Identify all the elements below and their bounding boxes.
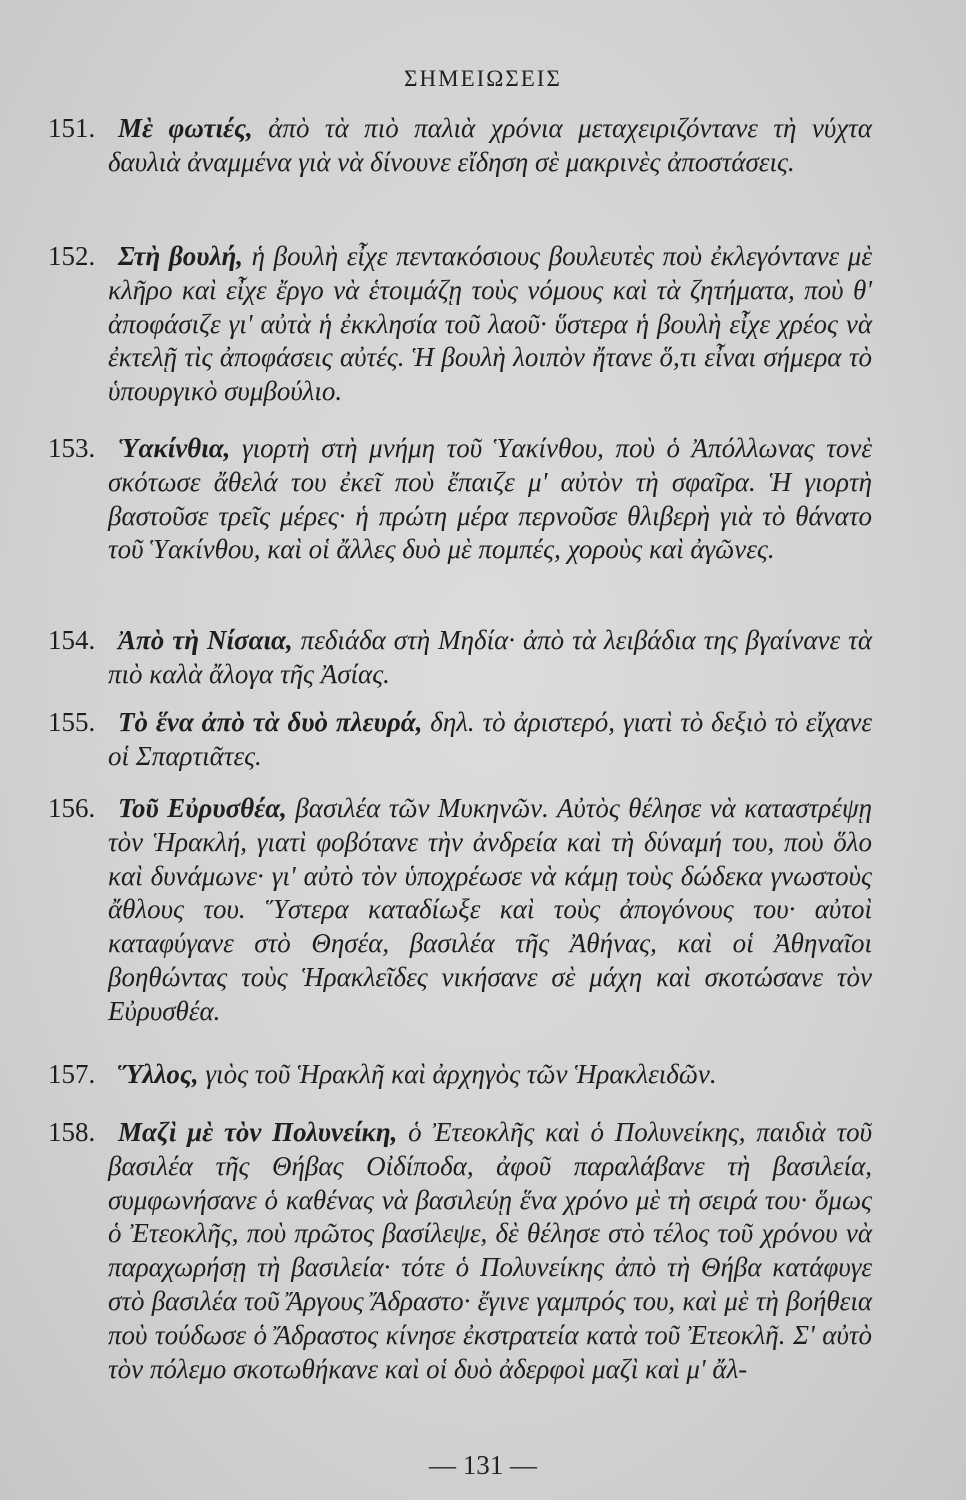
note-text: βασιλέα τῶν Μυκηνῶν. Αὐτὸς θέλησε νὰ καταστρέψῃ τὸν Ἡρακλή, γιατὶ φοβότανε τὴν ἀνδρεία καὶ τὴ δύναμή του, ποὺ ὅλο καὶ δυνάμωνε· γι' αὐτὸ τὸν ὑποχρέωσε νὰ κάμῃ τοὺς δώδεκα γνωστοὺς ἄθλους του. Ὕστερα καταδίωξε καὶ τοὺς ἀπογόνους του· αὐτοὶ καταφύγανε στὸ Θησέα, βασιλέα τῆς Ἀθήνας, καὶ οἱ Ἀθηναῖοι βοηθώντας τοὺς Ἡρακλεῖδες νικήσανε σὲ μάχη καὶ σκοτώσανε τὸν Εὐρυσθέα. — [108, 793, 872, 1026]
note-heading: Ἀπὸ τὴ Νίσαια, — [118, 625, 293, 655]
note-number: 157. — [48, 1059, 96, 1089]
note-number: 156. — [48, 793, 96, 823]
note-text: ὁ Ἐτεοκλῆς καὶ ὁ Πολυνείκης, παιδιὰ τοῦ βασιλέα τῆς Θήβας Οἰδίποδα, ἀφοῦ παραλάβανε τὴ βασιλεία, συμφωνήσανε ὁ καθένας νὰ βασιλεύῃ ἕνα χρόνο μὲ τὴ σειρά του· ὅμως ὁ Ἐτεοκλῆς, ποὺ πρῶτος βασίλεψε, δὲ θέλησε στὸ τέλος τοῦ χρόνου νὰ παραχωρήσῃ τὴ βασιλεία· τότε ὁ Πολυνείκης ἀπὸ τὴ Θήβα κατάφυγε στὸ βασιλέα τοῦ Ἄργους Ἄδραστο· ἔγινε γαμπρός του, καὶ μὲ τὴ βοήθεια ποὺ τούδωσε ὁ Ἄδραστος κίνησε ἐκστρατεία κατὰ τοῦ Ἐτεοκλῆ. Σ' αὐτὸ τὸν πόλεμο σκοτωθήκανε καὶ οἱ δυὸ ἀδερφοὶ μαζὶ καὶ μ' ἄλ- — [108, 1117, 873, 1384]
note-text: δηλ. τὸ ἀριστερό, γιατὶ τὸ δεξιὸ τὸ εἴχανε οἱ Σπαρτιᾶτες. — [108, 707, 872, 771]
note-number: 154. — [48, 625, 96, 655]
note-152 — [48, 240, 873, 409]
note-number: 152. — [48, 241, 96, 271]
note-text: πεδιάδα στὴ Μηδία· ἀπὸ τὰ λειβάδια της βγαίνανε τὰ πιὸ καλὰ ἄλογα τῆς Ἀσίας. — [108, 625, 872, 689]
note-number: 155. — [48, 707, 96, 737]
note-text: ἡ βουλὴ εἶχε πεντακόσιους βουλευτὲς ποὺ ἐκλεγόντανε μὲ κλῆρο καὶ εἶχε ἔργο νὰ ἑτοιμάζῃ τοὺς νόμους καὶ τὰ ζητήματα, ποὺ θ' ἀποφάσιζε γι' αὐτὰ ἡ ἐκκλησία τοῦ λαοῦ· ὕστερα ἡ βουλὴ εἶχε χρέος νὰ ἐκτελῇ τὶς ἀποφάσεις αὐτές. Ἡ βουλὴ λοιπὸν ἤτανε ὅ,τι εἶναι σήμερα τὸ ὑπουργικὸ συμβούλιο. — [108, 241, 873, 407]
note-156 — [48, 792, 872, 1029]
note-heading: Μαζὶ μὲ τὸν Πολυνείκη, — [118, 1117, 398, 1147]
note-heading: Μὲ φωτιές, — [118, 113, 253, 143]
note-heading: Τὸ ἕνα ἀπὸ τὰ δυὸ πλευρά, — [118, 707, 423, 737]
note-heading: Στὴ βουλή, — [118, 241, 244, 271]
note-number: 153. — [48, 433, 96, 463]
note-text: γιὸς τοῦ Ἡρακλῆ καὶ ἀρχηγὸς τῶν Ἡρακλειδῶν. — [198, 1059, 717, 1089]
note-157 — [48, 1058, 872, 1092]
note-heading: Ὑακίνθια, — [118, 433, 231, 463]
note-158 — [48, 1116, 873, 1386]
page-number: — 131 — — [429, 1450, 537, 1480]
note-number: 151. — [48, 113, 96, 143]
note-151 — [48, 112, 872, 180]
note-153 — [48, 432, 872, 567]
note-text: γιορτὴ στὴ μνήμη τοῦ Ὑακίνθου, ποὺ ὁ Ἀπόλλωνας τονὲ σκότωσε ἄθελά του ἐκεῖ ποὺ ἔπαιζε μ' αὐτὸν τὴ σφαῖρα. Ἡ γιορτὴ βαστοῦσε τρεῖς μέρες· ἡ πρώτη μέρα περνοῦσε θλιβερὴ γιὰ τὸ θάνατο τοῦ Ὑακίνθου, καὶ οἱ ἄλλες δυὸ μὲ πομπές, χοροὺς καὶ ἀγῶνες. — [108, 433, 872, 565]
note-155 — [48, 706, 872, 774]
note-heading: Τοῦ Εὐρυσθέα, — [118, 793, 287, 823]
note-text: ἀπὸ τὰ πιὸ παλιὰ χρόνια μεταχειριζόντανε τὴ νύχτα δαυλιὰ ἀναμμένα γιὰ νὰ δίνουνε εἴδηση σὲ μακρινὲς ἀποστάσεις. — [108, 113, 872, 177]
note-heading: Ὕλλος, — [118, 1059, 199, 1089]
note-154 — [48, 624, 872, 692]
page-header: ΣΗΜΕΙΩΣΕΙΣ — [404, 66, 562, 91]
note-number: 158. — [48, 1117, 96, 1147]
